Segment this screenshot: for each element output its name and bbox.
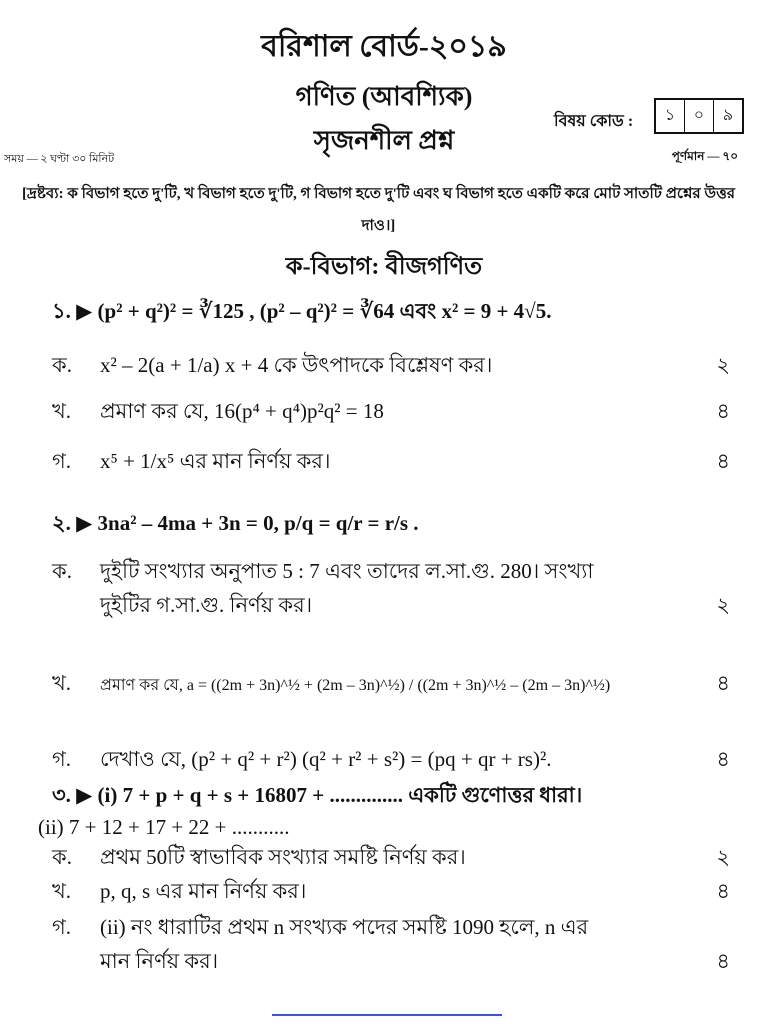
part-marks: ৪ (716, 747, 730, 771)
part-text: প্রমাণ কর যে, 16(p⁴ + q⁴)p²q² = 18 (100, 399, 384, 423)
question-type: সৃজনশীল প্রশ্ন (313, 126, 455, 155)
part-marks: ৪ (716, 399, 730, 423)
instruction-note: [দ্রষ্টব্য: ক বিভাগ হতে দু'টি, খ বিভাগ হতে দু'টি, গ বিভাগ হতে দু'টি এবং ঘ বিভাগ হতে একটি করে মোট সাতটি প্রশ্নের উত্তর দাও।] (21, 186, 736, 234)
subject-code-boxes (654, 98, 744, 134)
part-label: ক. (52, 559, 72, 583)
part-text: x⁵ + 1/x⁵ এর মান নির্ণয় কর। (100, 449, 331, 473)
code-digit: ১ (656, 100, 685, 132)
part-text: মান নির্ণয় কর। (100, 949, 219, 973)
q2-part-b (52, 668, 730, 701)
q1-part-a (52, 350, 730, 380)
q3-stem-ii: (ii) 7 + 12 + 17 + 22 + ........... (38, 815, 290, 839)
footer-link-underline[interactable] (272, 1014, 502, 1016)
time-allowed: সময় — ২ ঘণ্টা ৩০ মিনিট (4, 153, 115, 165)
q2-part-a-cont (52, 590, 730, 620)
part-label: গ. (52, 915, 72, 939)
part-label: খ. (52, 671, 72, 695)
board-title: বরিশাল বোর্ড-২০১৯ (261, 30, 507, 63)
part-label: ক. (52, 845, 72, 869)
part-marks: ২ (716, 845, 730, 869)
q1-part-c (52, 446, 730, 476)
part-marks: ৪ (716, 671, 730, 695)
section-title: ক-বিভাগ: বীজগণিত (285, 254, 483, 280)
part-text: দেখাও যে, (p² + q² + r²) (q² + r² + s²) = (pq + qr + rs)². (100, 747, 552, 771)
part-text: p, q, s এর মান নির্ণয় কর। (100, 879, 307, 903)
part-text: x² – 2(a + 1/a) x + 4 কে উৎপাদকে বিশ্লেষণ কর। (100, 353, 493, 377)
q2-part-c (52, 744, 730, 774)
part-marks: ৪ (716, 949, 730, 973)
part-text: দুইটি সংখ্যার অনুপাত 5 : 7 এবং তাদের ল.সা.গু. 280। সংখ্যা (100, 559, 594, 583)
code-digit: ৯ (722, 107, 734, 124)
q3-part-b (52, 876, 730, 906)
q3-stem: ৩. ▶ (i) 7 + p + q + s + 16807 + .............. একটি গুণোত্তর ধারা। (52, 783, 583, 807)
code-digit: ০ (685, 100, 714, 132)
part-marks: ৪ (716, 879, 730, 903)
q2-stem: ২. ▶ 3na² – 4ma + 3n = 0, p/q = q/r = r/s . (52, 511, 419, 535)
part-label: খ. (52, 879, 72, 903)
subject-code-label: বিষয় কোড : (554, 113, 634, 130)
part-text: দুইটির গ.সা.গু. নির্ণয় কর। (100, 593, 313, 617)
part-label: গ. (52, 449, 72, 473)
part-text: প্রথম 50টি স্বাভাবিক সংখ্যার সমষ্টি নির্ণয় কর। (100, 845, 466, 869)
part-marks: ২ (716, 353, 730, 377)
q3-part-c-cont (52, 946, 730, 976)
part-label: গ. (52, 747, 72, 771)
full-marks: পূর্ণমান — ৭০ (671, 149, 738, 163)
part-label: ক. (52, 353, 72, 377)
q1-stem: ১. ▶ (p² + q²)² = ∛125 , (p² – q²)² = ∛64 এবং x² = 9 + 4√5. (52, 299, 552, 323)
part-label: খ. (52, 399, 72, 423)
part-marks: ২ (716, 593, 730, 617)
subject-title: গণিত (আবশ্যিক) (295, 82, 473, 111)
q3-part-a (52, 842, 730, 872)
part-text: প্রমাণ কর যে, a = ((2m + 3n)^½ + (2m – 3n)^½) / ((2m + 3n)^½ – (2m – 3n)^½) (100, 677, 611, 694)
q3-part-c (52, 912, 722, 942)
q2-part-a (52, 556, 722, 586)
q1-part-b (52, 396, 730, 426)
part-text: (ii) নং ধারাটির প্রথম n সংখ্যক পদের সমষ্টি 1090 হলে, n এর (100, 915, 589, 939)
part-marks: ৪ (716, 449, 730, 473)
